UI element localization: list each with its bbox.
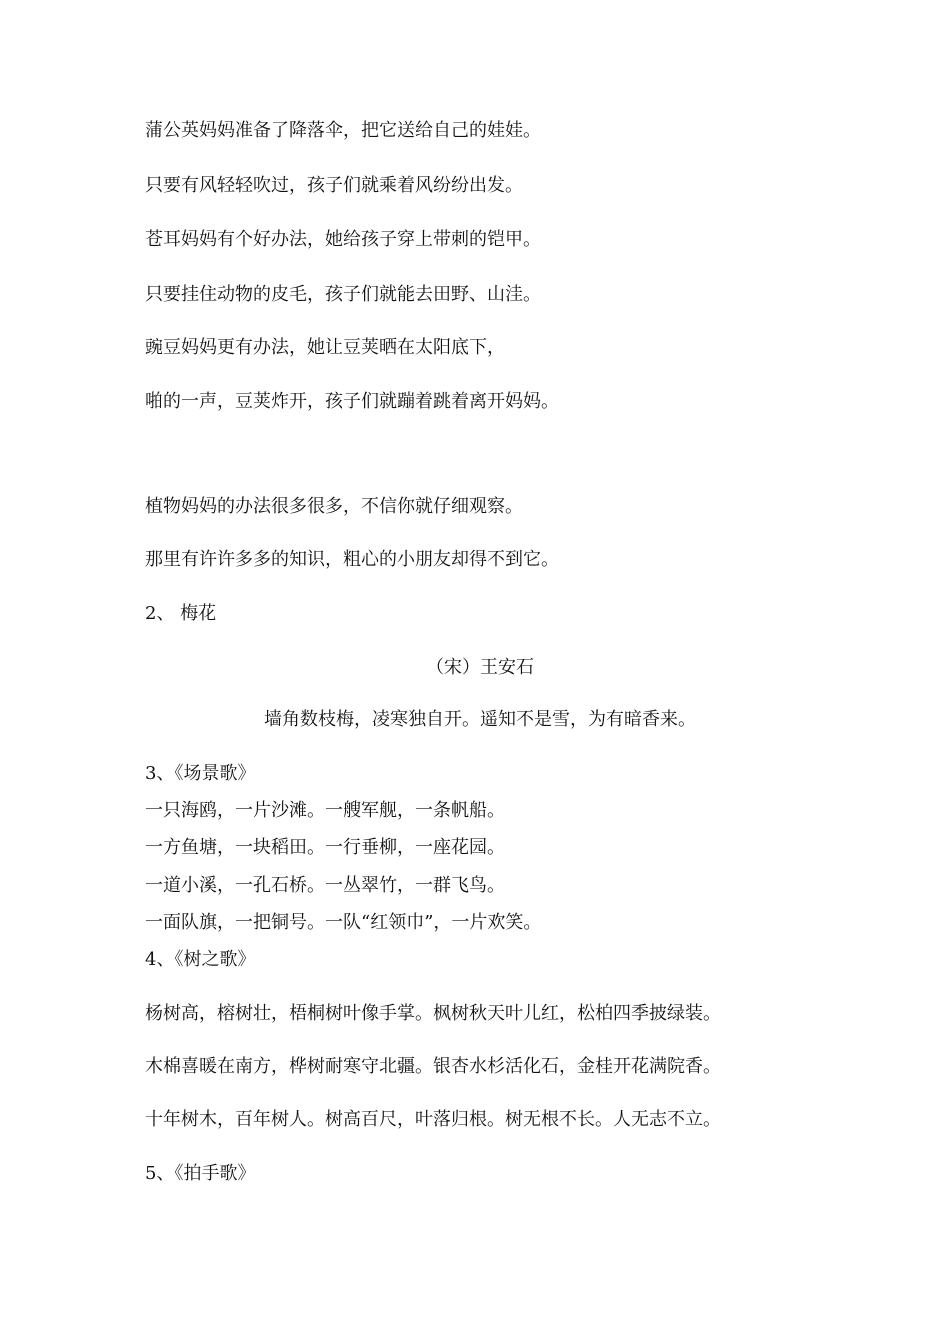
section-heading: 5、《拍手歌》: [145, 1163, 256, 1184]
poem-line: 只要挂住动物的皮毛，孩子们就能去田野、山洼。: [145, 284, 541, 305]
poem-line: 植物妈妈的办法很多很多，不信你就仔细观察。: [145, 496, 523, 517]
song-line: 杨树高，榕树壮，梧桐树叶像手掌。枫树秋天叶儿红，松柏四季披绿装。: [145, 1003, 721, 1024]
section-heading: 4、《树之歌》: [145, 949, 256, 970]
section-heading: 2、 梅花: [145, 603, 217, 624]
poem-line: 那里有许许多多的知识，粗心的小朋友却得不到它。: [145, 549, 559, 570]
song-line: 一道小溪，一孔石桥。一丛翠竹，一群飞鸟。: [145, 875, 505, 896]
poem-line: 苍耳妈妈有个好办法，她给孩子穿上带刺的铠甲。: [145, 229, 541, 250]
poem-author: （宋）王安石: [426, 657, 534, 678]
song-line: 十年树木，百年树人。树高百尺，叶落归根。树无根不长。人无志不立。: [145, 1109, 721, 1130]
poem-line: 豌豆妈妈更有办法，她让豆荚晒在太阳底下，: [145, 337, 505, 358]
poem-line: 啪的一声，豆荚炸开，孩子们就蹦着跳着离开妈妈。: [145, 391, 559, 412]
poem-line: 只要有风轻轻吹过，孩子们就乘着风纷纷出发。: [145, 175, 523, 196]
song-line: 一只海鸥，一片沙滩。一艘军舰，一条帆船。: [145, 800, 505, 821]
song-line: 一方鱼塘，一块稻田。一行垂柳，一座花园。: [145, 837, 505, 858]
song-line: 一面队旗，一把铜号。一队“红领巾”，一片欢笑。: [145, 912, 542, 933]
section-heading: 3、《场景歌》: [145, 763, 256, 784]
song-line: 木棉喜暖在南方，桦树耐寒守北疆。银杏水杉活化石，金桂开花满院香。: [145, 1056, 721, 1077]
poem-line: 蒲公英妈妈准备了降落伞，把它送给自己的娃娃。: [145, 120, 541, 141]
poem-verse: 墙角数枝梅，凌寒独自开。遥知不是雪，为有暗香来。: [264, 709, 696, 730]
